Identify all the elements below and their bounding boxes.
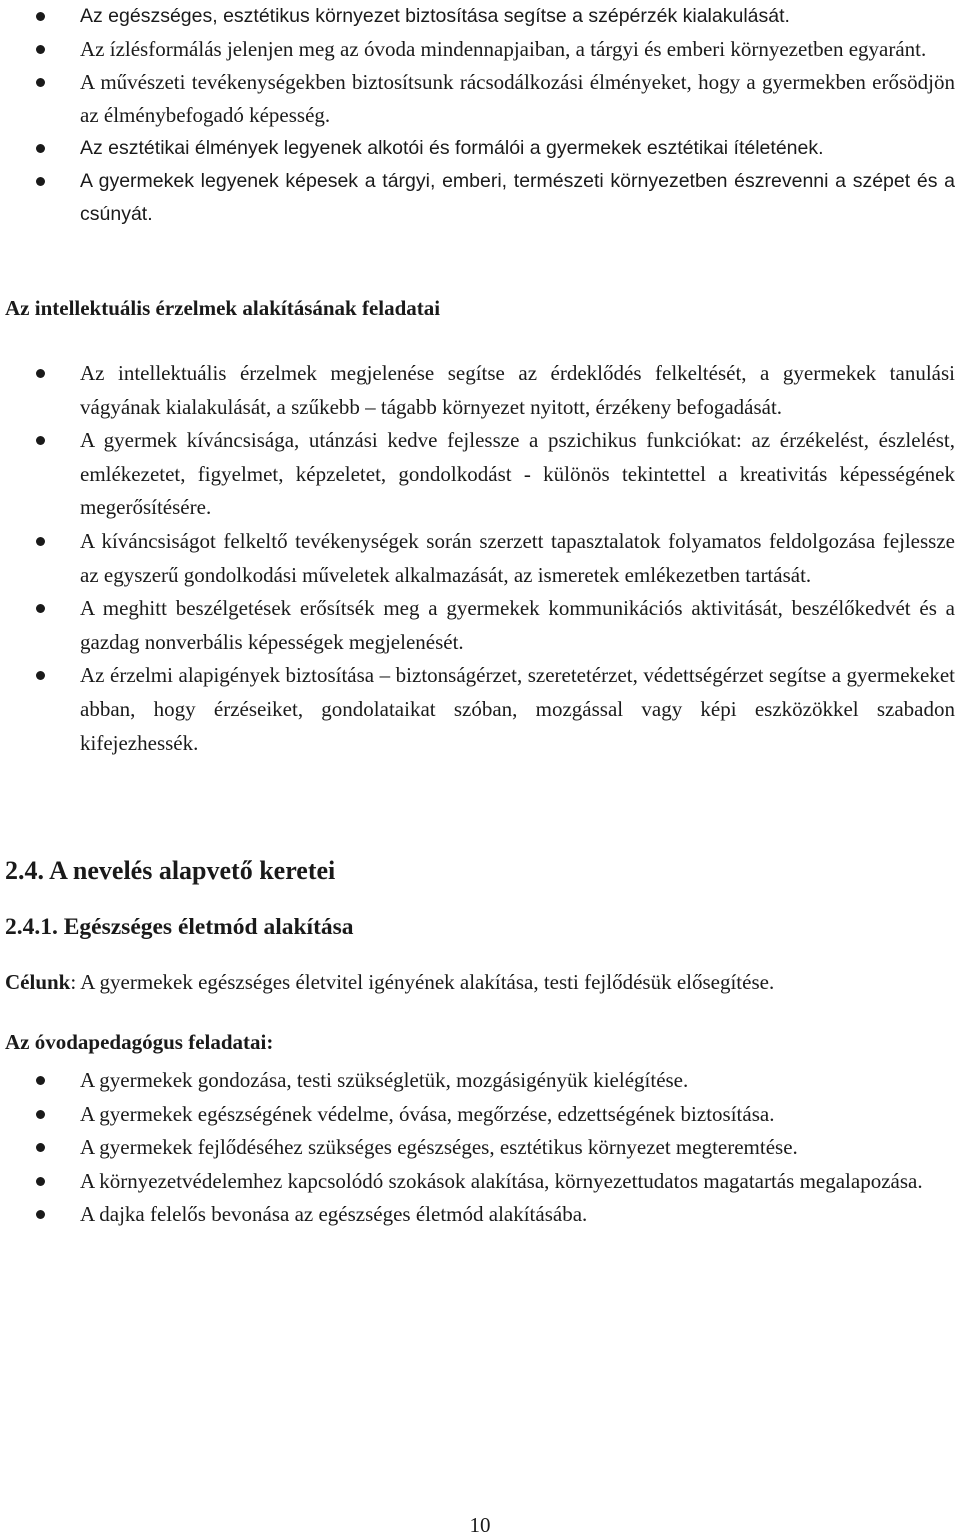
list-item: A környezetvédelemhez kapcsolódó szokások alakítása, környezettudatos magatartás megalapozása. bbox=[0, 1165, 960, 1199]
list-item: Az érzelmi alapigények biztosítása – biztonságérzet, szeretetérzet, védettségérzet segítse a gyermekeket abban, hogy érzéseiket, gondolataikat szóban, mozgással vagy képi eszközökkel szabadon kifejezhessék. bbox=[0, 659, 960, 760]
goal-paragraph bbox=[5, 970, 774, 995]
bullet-icon bbox=[36, 177, 45, 186]
bullet-icon bbox=[36, 1110, 45, 1119]
bullet-icon bbox=[36, 1076, 45, 1085]
bullet-icon bbox=[36, 604, 45, 613]
list-item: Az intellektuális érzelmek megjelenése segítse az érdeklődés felkeltését, a gyermekek tanulási vágyának kialakulását, a szűkebb – tágabb környezet nyitott, érzékeny befogadását. bbox=[0, 357, 960, 424]
bullet-icon bbox=[36, 1210, 45, 1219]
bullet-icon bbox=[36, 537, 45, 546]
section-heading-intellectual: Az intellektuális érzelmek alakításának feladatai bbox=[5, 296, 441, 320]
bullet-icon bbox=[36, 369, 45, 378]
list-item: A gyermekek egészségének védelme, óvása, megőrzése, edzettségének biztosítása. bbox=[0, 1098, 960, 1132]
bullet-icon bbox=[36, 671, 45, 680]
list-item: A gyermekek gondozása, testi szükségletük, mozgásigényük kielégítése. bbox=[0, 1064, 960, 1098]
list-item: A kíváncsiságot felkeltő tevékenységek során szerzett tapasztalatok folyamatos feldolgozása fejlessze az egyszerű gondolkodási műveletek alkalmazását, az ismeretek emlékezetben tartását. bbox=[0, 525, 960, 592]
list-item: A gyermekek fejlődéséhez szükséges egészséges, esztétikus környezet megteremtése. bbox=[0, 1131, 960, 1165]
bullet-icon bbox=[36, 1177, 45, 1186]
tasks-heading: Az óvodapedagógus feladatai: bbox=[5, 1030, 274, 1054]
bullet-icon bbox=[36, 78, 45, 87]
list-item: A gyermek kíváncsisága, utánzási kedve fejlessze a pszichikus funkciókat: az érzékelést, észlelést, emlékezetet, figyelmet, képzeletet, gondolkodást - különös tekintettel a kreativitás képességének megerősítésére. bbox=[0, 424, 960, 525]
goal-text: : A gyermekek egészséges életvitel igényének alakítása, testi fejlődésük elősegítése. bbox=[70, 970, 775, 994]
list-item: Az esztétikai élmények legyenek alkotói és formálói a gyermekek esztétikai ítéletének. bbox=[0, 132, 960, 165]
teacher-tasks-list bbox=[0, 1064, 960, 1232]
bullet-icon bbox=[36, 1143, 45, 1152]
bullet-icon bbox=[36, 45, 45, 54]
list-item: A dajka felelős bevonása az egészséges életmód alakításába. bbox=[0, 1198, 960, 1232]
bullet-icon bbox=[36, 12, 45, 21]
subchapter-heading: 2.4.1. Egészséges életmód alakítása bbox=[5, 914, 354, 940]
intellectual-tasks-list bbox=[0, 357, 960, 760]
list-item: A gyermekek legyenek képesek a tárgyi, emberi, természeti környezetben észrevenni a szépet és a csúnyát. bbox=[0, 165, 960, 231]
bullet-icon bbox=[36, 144, 45, 153]
aesthetic-tasks-list bbox=[0, 0, 960, 231]
list-item: A művészeti tevékenységekben biztosítsunk rácsodálkozási élményeket, hogy a gyermekben erősödjön az élménybefogadó képesség. bbox=[0, 66, 960, 132]
list-item: A meghitt beszélgetések erősítsék meg a gyermekek kommunikációs aktivitását, beszélőkedvét és a gazdag nonverbális képességek megjelenését. bbox=[0, 592, 960, 659]
goal-label: Célunk bbox=[5, 970, 71, 994]
list-item: Az egészséges, esztétikus környezet biztosítása segítse a szépérzék kialakulását. bbox=[0, 0, 960, 33]
page-number: 10 bbox=[469, 1513, 491, 1537]
list-item: Az ízlésformálás jelenjen meg az óvoda mindennapjaiban, a tárgyi és emberi környezetben egyaránt. bbox=[0, 33, 960, 66]
bullet-icon bbox=[36, 436, 45, 445]
chapter-heading: 2.4. A nevelés alapvető keretei bbox=[5, 856, 336, 885]
